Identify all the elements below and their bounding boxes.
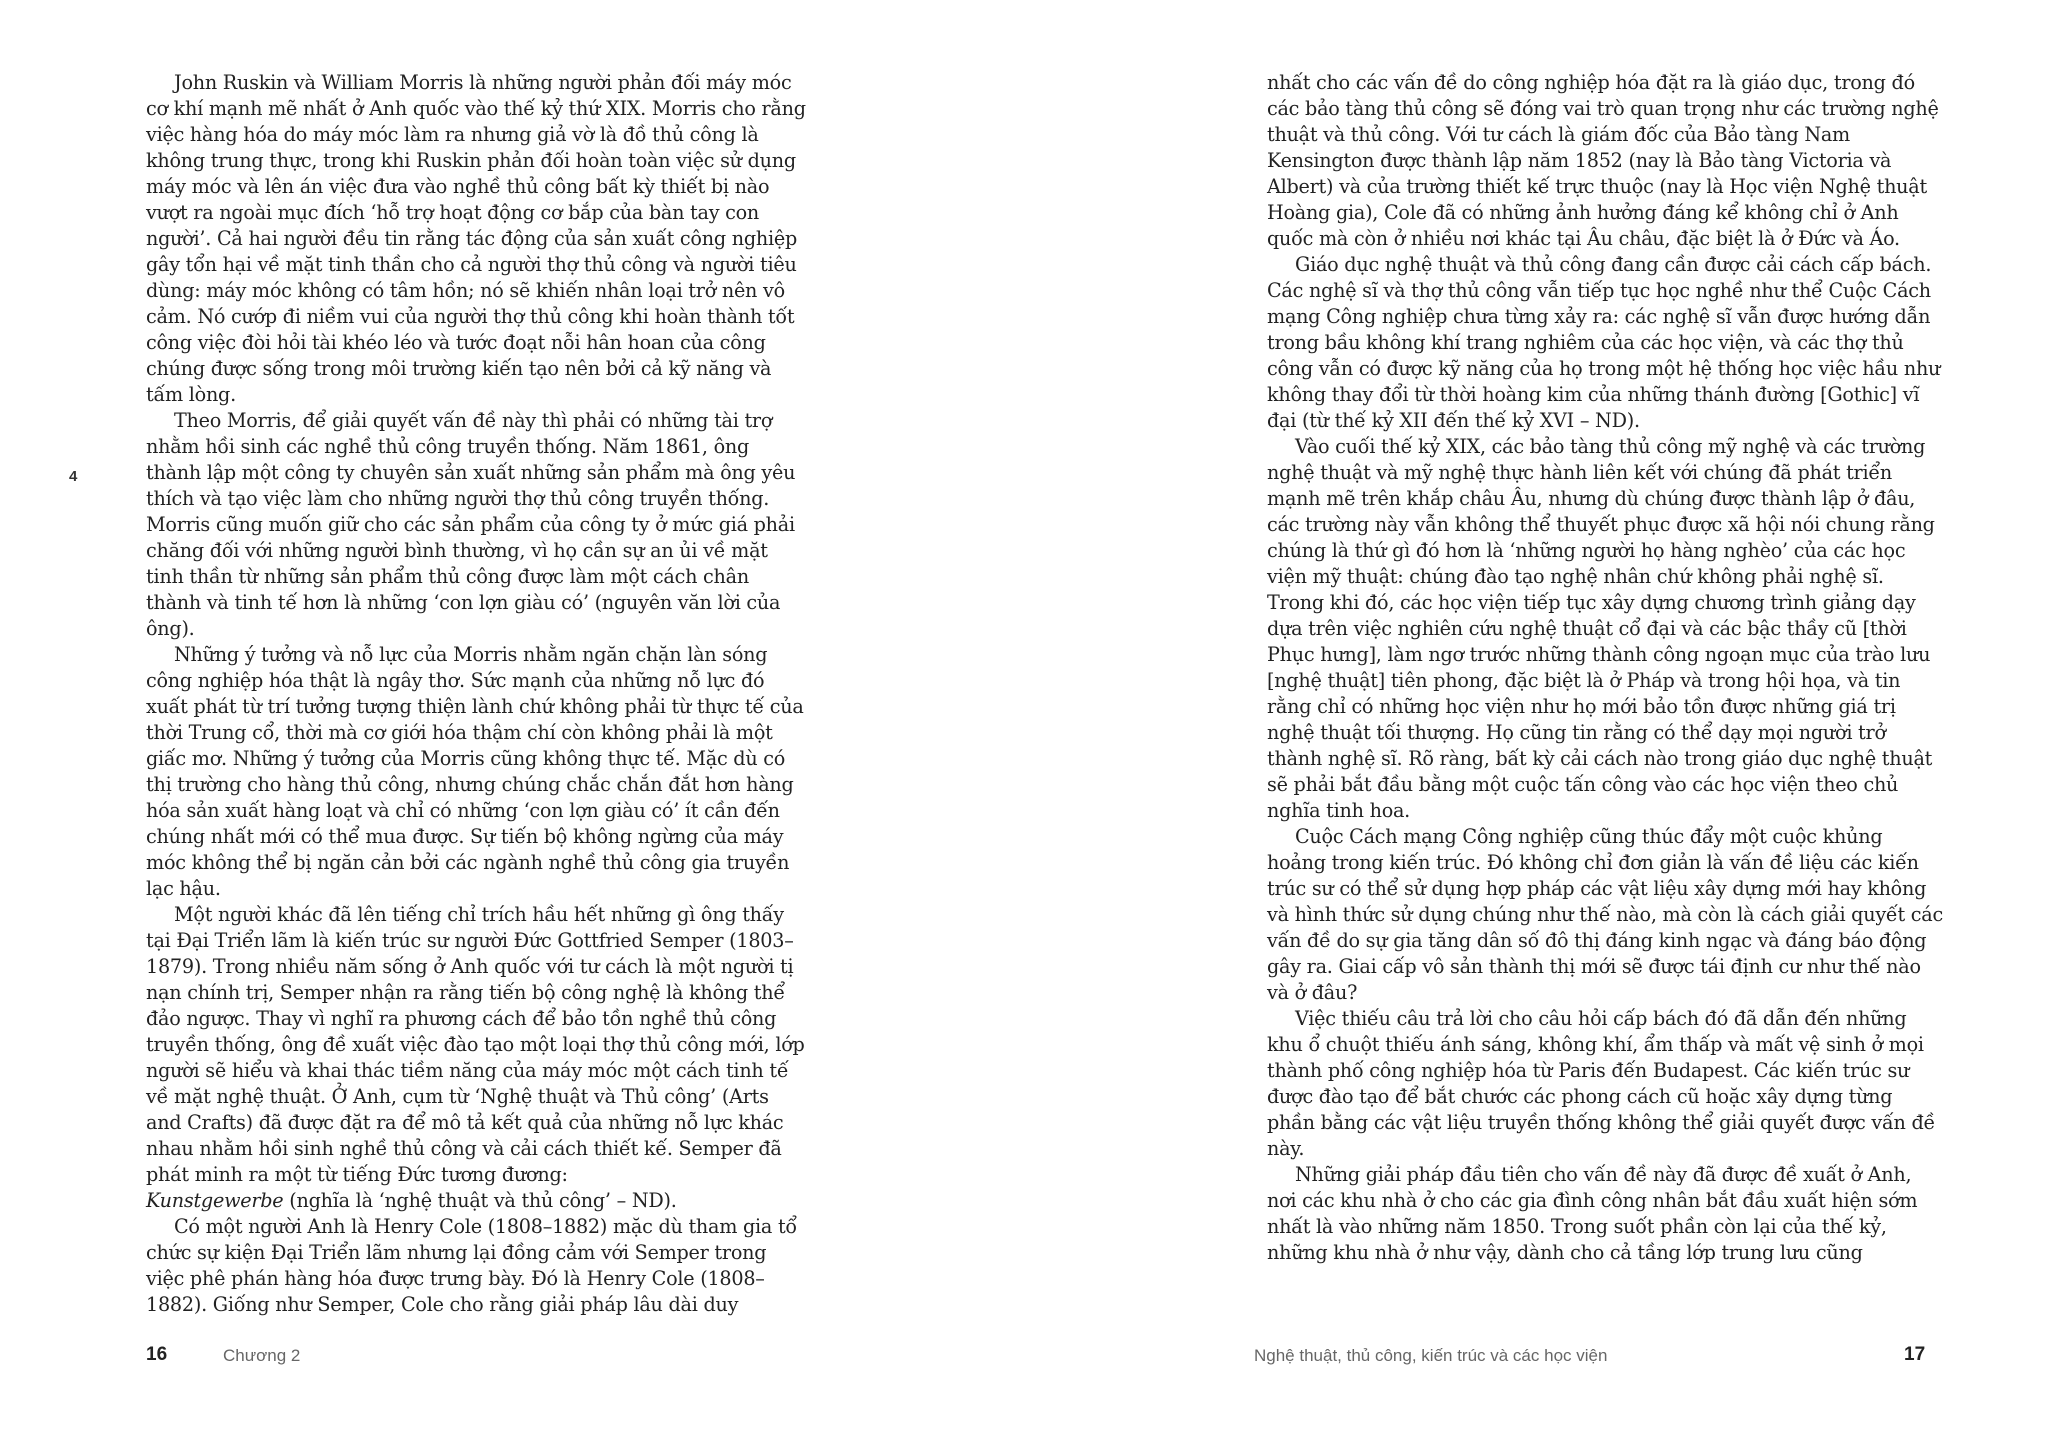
margin-marker: 4: [69, 468, 78, 485]
right-body-text: [1267, 70, 1943, 1266]
paragraph: Có một người Anh là Henry Cole (1808–1882) mặc dù tham gia tổ chức sự kiện Đại Triển lãm nhưng lại đồng cảm với Semper trong việc phê phán hàng hóa được trưng bày. Đó là Henry Cole (1808–1882). Giống như Semper, Cole cho rằng giải pháp lâu dài duy: [146, 1215, 797, 1316]
paragraph: Những giải pháp đầu tiên cho vấn đề này đã được đề xuất ở Anh, nơi các khu nhà ở cho các gia đình công nhân bắt đầu xuất hiện sớm nhất là vào những năm 1850. Trong suốt phần còn lại của thế kỷ, những khu nhà ở như vậy, dành cho cả tầng lớp trung lưu cũng: [1267, 1163, 1918, 1264]
page-number: 17: [1904, 1344, 1926, 1365]
paragraph: Vào cuối thế kỷ XIX, các bảo tàng thủ công mỹ nghệ và các trường nghệ thuật và mỹ nghệ thực hành liên kết với chúng đã phát triển mạnh mẽ trên khắp châu Âu, nhưng dù chúng được thành lập ở đâu, các trường này vẫn không thể thuyết phục được xã hội nói chung rằng chúng là thứ gì đó hơn là ‘những người họ hàng nghèo’ của các học viện mỹ thuật: chúng đào tạo nghệ nhân chứ không phải nghệ sĩ. Trong khi đó, các học viện tiếp tục xây dựng chương trình giảng dạy dựa trên việc nghiên cứu nghệ thuật cổ đại và các bậc thầy cũ [thời Phục hưng], làm ngơ trước những thành công ngoạn mục của trào lưu [nghệ thuật] tiên phong, đặc biệt là ở Pháp và trong hội họa, và tin rằng chỉ có những học viện như họ mới bảo tồn được những giá trị nghệ thuật tối thượng. Họ cũng tin rằng có thể dạy mọi người trở thành nghệ sĩ. Rõ ràng, bất kỳ cải cách nào trong giáo dục nghệ thuật sẽ phải bắt đầu bằng một cuộc tấn công vào các học viện theo chủ nghĩa tinh hoa.: [1267, 435, 1935, 822]
paragraph: Giáo dục nghệ thuật và thủ công đang cần được cải cách cấp bách. Các nghệ sĩ và thợ thủ công vẫn tiếp tục học nghề như thể Cuộc Cách mạng Công nghiệp chưa từng xảy ra: các nghệ sĩ vẫn được hướng dẫn trong bầu không khí trang nghiêm của các học viện, và các thợ thủ công vẫn có được kỹ năng của họ trong một hệ thống học việc hầu như không thay đổi từ thời hoàng kim của những thánh đường [Gothic] vĩ đại (từ thế kỷ XII đến thế kỷ XVI – ND).: [1267, 253, 1941, 432]
paragraph: Việc thiếu câu trả lời cho câu hỏi cấp bách đó đã dẫn đến những khu ổ chuột thiếu ánh sáng, không khí, ẩm thấp và mất vệ sinh ở mọi thành phố công nghiệp hóa từ Paris đến Budapest. Các kiến trúc sư được đào tạo để bắt chước các phong cách cũ hoặc xây dựng từng phần bằng các vật liệu truyền thống không thể giải quyết được vấn đề này.: [1267, 1007, 1936, 1160]
right-page: [1024, 0, 2048, 1433]
paragraph-continued: nhất cho các vấn đề do công nghiệp hóa đặt ra là giáo dục, trong đó các bảo tàng thủ công sẽ đóng vai trò quan trọng như các trường nghệ thuật và thủ công. Với tư cách là giám đốc của Bảo tàng Nam Kensington được thành lập năm 1852 (nay là Bảo tàng Victoria và Albert) và của trường thiết kế trực thuộc (nay là Học viện Nghệ thuật Hoàng gia), Cole đã có những ảnh hưởng đáng kể không chỉ ở Anh quốc mà còn ở nhiều nơi khác tại Âu châu, đặc biệt là ở Đức và Áo.: [1267, 71, 1939, 250]
german-term: Kunstgewerbe: [146, 1189, 284, 1212]
running-header-title: Nghệ thuật, thủ công, kiến trúc và các học viện: [1254, 1346, 1608, 1365]
paragraph-with-term: [146, 902, 806, 1214]
paragraph: Cuộc Cách mạng Công nghiệp cũng thúc đẩy một cuộc khủng hoảng trong kiến trúc. Đó không chỉ đơn giản là vấn đề liệu các kiến trúc sư có thể sử dụng hợp pháp các vật liệu xây dựng mới hay không và hình thức sử dụng chúng như thế nào, mà còn là cách giải quyết các vấn đề do sự gia tăng dân số đô thị đáng kinh ngạc và đáng báo động gây ra. Giai cấp vô sản thành thị mới sẽ được tái định cư như thế nào và ở đâu?: [1267, 825, 1943, 1004]
left-body-text: [146, 70, 806, 1318]
paragraph: Những ý tưởng và nỗ lực của Morris nhằm ngăn chặn làn sóng công nghiệp hóa thật là ngây thơ. Sức mạnh của những nỗ lực đó xuất phát từ trí tưởng tượng thiện lành chứ không phải từ thực tế của thời Trung cổ, thời mà cơ giới hóa thậm chí còn không phải là một giấc mơ. Những ý tưởng của Morris cũng không thực tế. Mặc dù có thị trường cho hàng thủ công, nhưng chúng chắc chắn đắt hơn hàng hóa sản xuất hàng loạt và chỉ có những ‘con lợn giàu có’ ít cần đến chúng nhất mới có thể mua được. Sự tiến bộ không ngừng của máy móc không thể bị ngăn cản bởi các ngành nghề thủ công gia truyền lạc hậu.: [146, 643, 804, 900]
paragraph-text: Một người khác đã lên tiếng chỉ trích hầu hết những gì ông thấy tại Đại Triển lãm là kiến trúc sư người Đức Gottfried Semper (1803–1879). Trong nhiều năm sống ở Anh quốc với tư cách là một người tị nạn chính trị, Semper nhận ra rằng tiến bộ công nghệ là không thể đảo ngược. Thay vì nghĩ ra phương cách để bảo tồn nghề thủ công truyền thống, ông đề xuất việc đào tạo một loại thợ thủ công mới, lớp người sẽ hiểu và khai thác tiềm năng của máy móc một cách tinh tế về mặt nghệ thuật. Ở Anh, cụm từ ‘Nghệ thuật và Thủ công’ (Arts and Crafts) đã được đặt ra để mô tả kết quả của những nỗ lực khác nhau nhằm hồi sinh nghề thủ công và cải cách thiết kế. Semper đã phát minh ra một từ tiếng Đức tương đương:: [146, 903, 805, 1186]
paragraph: John Ruskin và William Morris là những người phản đối máy móc cơ khí mạnh mẽ nhất ở Anh quốc vào thế kỷ thứ XIX. Morris cho rằng việc hàng hóa do máy móc làm ra nhưng giả vờ là đồ thủ công là không trung thực, trong khi Ruskin phản đối hoàn toàn việc sử dụng máy móc và lên án việc đưa vào nghề thủ công bất kỳ thiết bị nào vượt ra ngoài mục đích ‘hỗ trợ hoạt động cơ bắp của bàn tay con người’. Cả hai người đều tin rằng tác động của sản xuất công nghiệp gây tổn hại về mặt tinh thần cho cả người thợ thủ công và người tiêu dùng: máy móc không có tâm hồn; nó sẽ khiến nhân loại trở nên vô cảm. Nó cướp đi niềm vui của người thợ thủ công khi hoàn thành tốt công việc đòi hỏi tài khéo léo và tước đoạt nỗi hân hoan của công chúng được sống trong môi trường kiến tạo nên bởi cả kỹ năng và tấm lòng.: [146, 71, 806, 406]
term-explanation: (nghĩa là ‘nghệ thuật và thủ công’ – ND).: [283, 1189, 677, 1212]
running-header-chapter: Chương 2: [223, 1346, 301, 1365]
page-number: 16: [146, 1344, 168, 1365]
paragraph: Theo Morris, để giải quyết vấn đề này thì phải có những tài trợ nhằm hồi sinh các nghề thủ công truyền thống. Năm 1861, ông thành lập một công ty chuyên sản xuất những sản phẩm mà ông yêu thích và tạo việc làm cho những người thợ thủ công truyền thống. Morris cũng muốn giữ cho các sản phẩm của công ty ở mức giá phải chăng đối với những người bình thường, vì họ cần sự an ủi về mặt tinh thần từ những sản phẩm thủ công được làm một cách chân thành và tinh tế hơn là những ‘con lợn giàu có’ (nguyên văn lời của ông).: [146, 409, 796, 640]
